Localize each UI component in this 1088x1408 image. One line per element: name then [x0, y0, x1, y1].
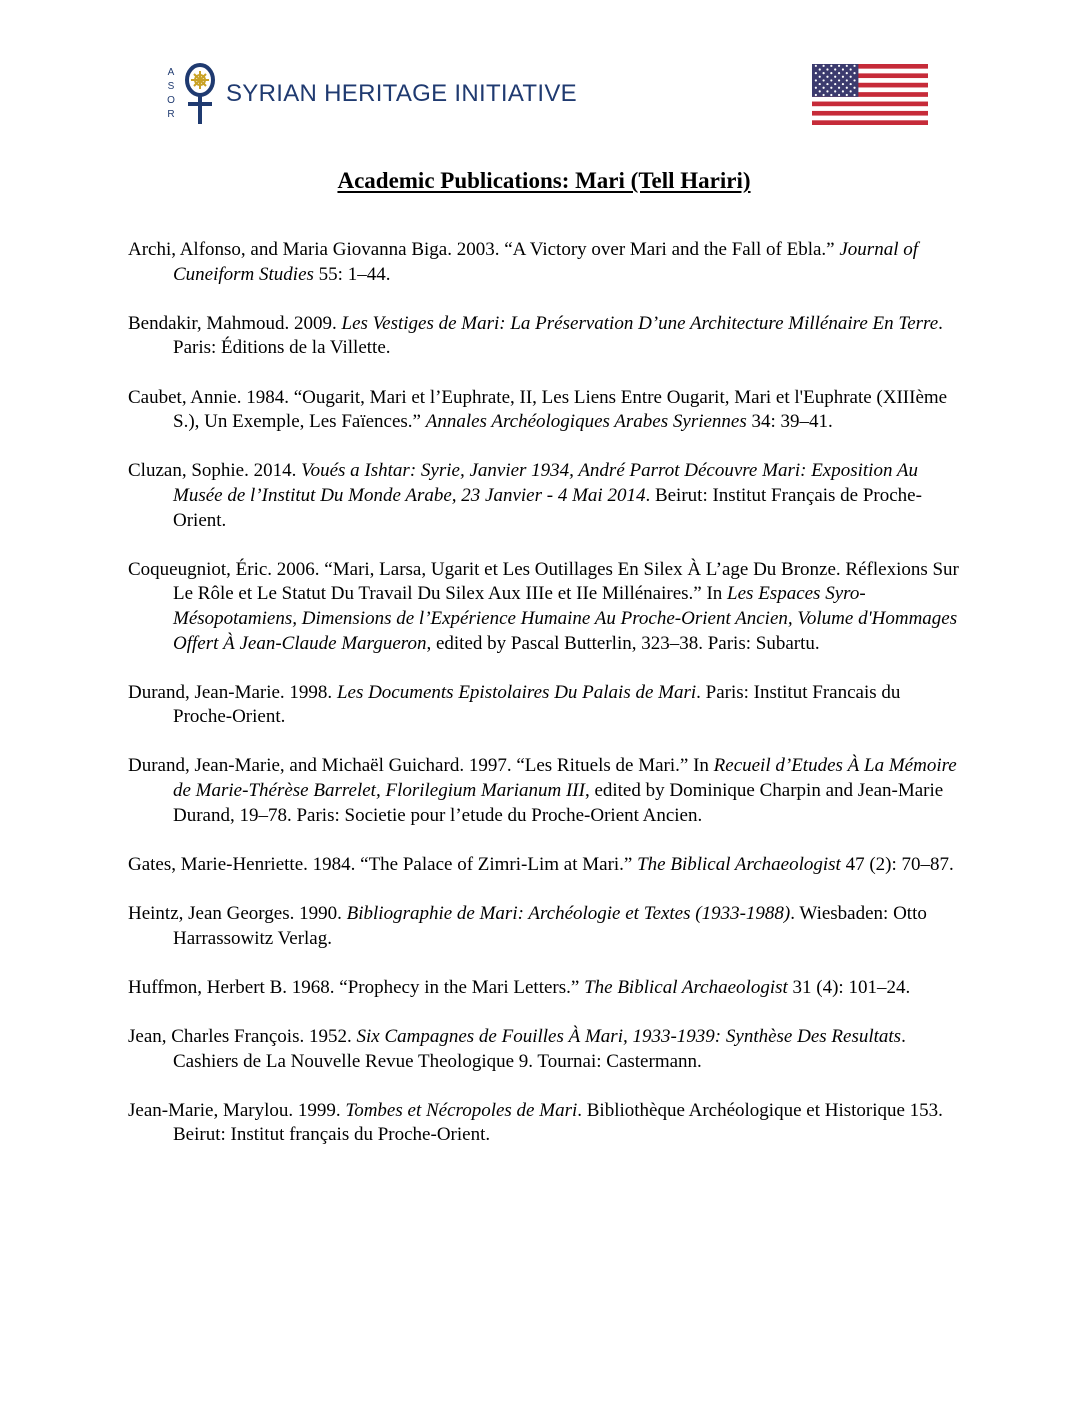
reference-text: Durand, Jean-Marie. 1998. — [128, 681, 337, 703]
us-flag-icon — [812, 64, 928, 125]
reference-text: Archi, Alfonso, and Maria Giovanna Biga. 2003. “A Victory over Mari and the Fall of Ebla.” — [128, 239, 840, 260]
reference-text: . Paris: Éditions de la Villette. — [173, 312, 943, 359]
reference-text: Caubet, Annie. 1984. “Ougarit, Mari et l’Euphrate, II, Les Liens Entre Ougarit, Mari et l'Euphrate (XIIIème S.), Un Exemple, Les Faïences.” — [128, 386, 948, 433]
ankh-icon — [180, 62, 220, 126]
reference-title: Voués a Ishtar: Syrie, Janvier 1934, André Parrot Découvre Mari: Exposition Au Musée de l’Institut Du Monde Arabe, 23 Janvier - 4 Mai 2014 — [173, 460, 918, 506]
reference-text: 34: 39–41. — [746, 411, 833, 433]
reference-title: Journal of Cuneiform Studies — [173, 239, 919, 285]
reference-item — [128, 312, 964, 361]
reference-item — [128, 976, 964, 1001]
logo-letter: S — [167, 81, 175, 92]
reference-title: Six Campagnes de Fouilles À Mari, 1933-1939: Synthèse Des Resultats — [356, 1026, 902, 1047]
reference-text: . Wiesbaden: Otto Harrassowitz Verlag. — [173, 903, 927, 949]
reference-title: Les Espaces Syro-Mésopotamiens, Dimensions de l’Expérience Humaine Au Proche-Orient Ancien, Volume d'Hommages Offert À Jean-Claude Margueron — [173, 583, 958, 654]
reference-text: Jean-Marie, Marylou. 1999. — [128, 1099, 346, 1121]
reference-title: The Biblical Archaeologist — [584, 976, 788, 998]
reference-list — [128, 238, 964, 1173]
reference-item — [128, 558, 964, 656]
asor-letters — [164, 66, 178, 122]
reference-title: The Biblical Archaeologist — [637, 853, 841, 875]
reference-text: 31 (4): 101–24. — [787, 976, 911, 998]
reference-title: Tombes et Nécropoles de Mari — [345, 1099, 578, 1121]
reference-text: Huffmon, Herbert B. 1968. “Prophecy in the Mari Letters.” — [128, 976, 585, 998]
reference-item — [128, 1025, 964, 1074]
reference-text: Coqueugniot, Éric. 2006. “Mari, Larsa, Ugarit et Les Outillages En Silex À L’age Du Bronze. Réflexions Sur Le Rôle et Le Statut Du Travail Du Silex Aux IIIe et IIe Millénaires.” In — [128, 558, 959, 605]
logo-text: SYRIAN HERITAGE INITIATIVE — [226, 80, 577, 107]
reference-text: . Bibliothèque Archéologique et Historique 153. Beirut: Institut français du Proche-Orient. — [173, 1099, 943, 1146]
reference-text: 55: 1–44. — [313, 263, 391, 285]
asor-logo — [164, 62, 634, 126]
reference-text: Cluzan, Sophie. 2014. — [128, 460, 302, 482]
reference-text: Bendakir, Mahmoud. 2009. — [128, 312, 342, 334]
page-header — [0, 0, 1088, 140]
reference-item — [128, 459, 964, 533]
reference-item — [128, 902, 964, 951]
reference-text: 47 (2): 70–87. — [840, 853, 954, 875]
reference-item — [128, 681, 964, 730]
reference-text: , edited by Pascal Butterlin, 323–38. Paris: Subartu. — [426, 632, 820, 654]
reference-text: . Cashiers de La Nouvelle Revue Theologique 9. Tournai: Castermann. — [173, 1026, 906, 1072]
reference-title: Annales Archéologiques Arabes Syriennes — [425, 411, 747, 433]
reference-text: . Paris: Institut Francais du Proche-Orient. — [173, 681, 901, 728]
reference-text: Gates, Marie-Henriette. 1984. “The Palace of Zimri-Lim at Mari.” — [128, 853, 638, 875]
reference-title: Les Documents Epistolaires Du Palais de Mari — [336, 681, 697, 703]
logo-letter: A — [167, 67, 175, 78]
logo-letter: O — [167, 95, 175, 106]
reference-text: . Beirut: Institut Français de Proche-Orient. — [173, 484, 922, 531]
reference-title: Les Vestiges de Mari: La Préservation D’une Architecture Millénaire En Terre — [341, 312, 939, 334]
reference-title: Bibliographie de Mari: Archéologie et Textes (1933-1988) — [346, 903, 791, 925]
reference-item — [128, 853, 964, 878]
reference-text: , edited by Dominique Charpin and Jean-Marie Durand, 19–78. Paris: Societie pour l’etude du Proche-Orient Ancien. — [173, 780, 944, 826]
reference-item — [128, 1099, 964, 1148]
logo-letter: R — [167, 109, 175, 120]
reference-text: Jean, Charles François. 1952. — [128, 1026, 357, 1047]
reference-text: Durand, Jean-Marie, and Michaël Guichard. 1997. “Les Rituels de Mari.” In — [128, 755, 714, 777]
reference-title: Recueil d’Etudes À La Mémoire de Marie-Thérèse Barrelet, Florilegium Marianum III — [173, 755, 957, 802]
reference-text: Heintz, Jean Georges. 1990. — [128, 903, 347, 925]
reference-item — [128, 238, 964, 287]
reference-item — [128, 386, 964, 435]
reference-item — [128, 754, 964, 828]
page-title: Academic Publications: Mari (Tell Hariri) — [337, 168, 751, 193]
